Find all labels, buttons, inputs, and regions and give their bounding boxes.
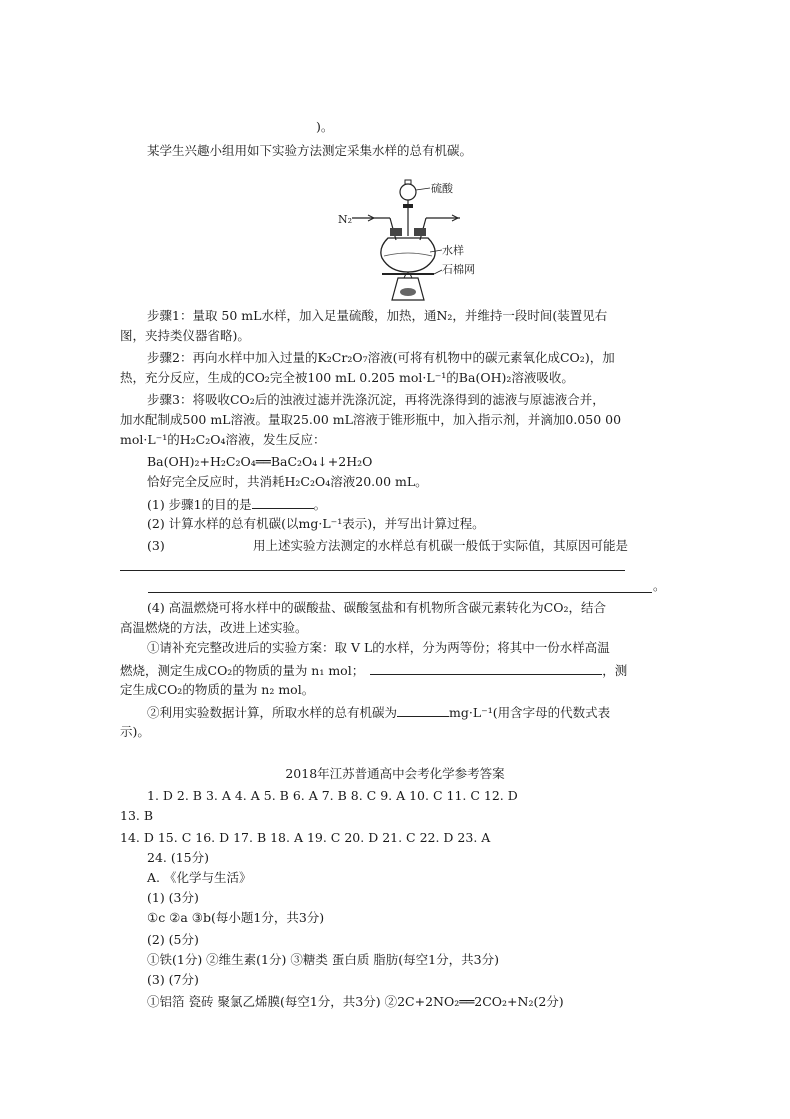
answers-line: 1. D 2. B 3. A 4. A 5. B 6. A 7. B 8. C 9. A 10. C 11. C 12. D — [147, 788, 518, 803]
step1-line2: 图，夹持类仪器省略)。 — [120, 328, 250, 343]
leader-line — [416, 188, 430, 190]
question-1: (1) 步骤1的目的是 。 — [147, 494, 326, 515]
reaction-equation: Ba(OH)₂+H₂C₂O₄══BaC₂O₄↓+2H₂O — [147, 454, 373, 469]
question-2: (2) 计算水样的总有机碳(以mg·L⁻¹表示)，并写出计算过程。 — [147, 516, 485, 531]
intro-text: 某学生兴趣小组用如下实验方法测定采集水样的总有机碳。 — [147, 143, 473, 158]
answer-blank[interactable] — [370, 660, 602, 675]
step2-line2: 热，充分反应，生成的CO₂完全被100 mL 0.205 mol·L⁻¹的Ba(OH)₂溶液吸收。 — [120, 370, 574, 385]
part1-text: 燃烧，测定生成CO₂的物质的量为 n₁ mol； — [120, 663, 365, 678]
answers-line: (2) (5分) — [147, 932, 199, 947]
answers-line: (3) (7分) — [147, 972, 199, 987]
step3-line1: 步骤3：将吸收CO₂后的浊液过滤并洗涤沉淀，再将洗涤得到的滤液与原滤液合并， — [147, 392, 605, 407]
leader-line — [430, 250, 442, 252]
stopper — [414, 228, 426, 236]
stopper — [390, 228, 402, 236]
question-4-part2-line1 — [147, 702, 610, 723]
apparatus-figure — [338, 178, 478, 303]
part2-end: mg·L⁻¹(用含字母的代数式表 — [449, 705, 611, 720]
question-4-part2-line2: 示)。 — [120, 724, 150, 739]
step1-line1: 步骤1：量取 50 mL水样，加入足量硫酸，加热，通N₂，并维持一段时间(装置见右 — [147, 308, 608, 323]
answers-line: A. 《化学与生活》 — [147, 870, 252, 885]
question-4-line1: (4) 高温燃烧可将水样中的碳酸盐、碳酸氢盐和有机物所含碳元素转化为CO₂，结合 — [147, 600, 607, 615]
step3-line2: 加水配制成500 mL溶液。量取25.00 mL溶液于锥形瓶中，加入指示剂，并滴加0.050 00 — [120, 412, 622, 427]
label-n2: N₂ — [338, 213, 353, 226]
step3-line3: mol·L⁻¹的H₂C₂O₄溶液，发生反应： — [120, 432, 326, 447]
answers-title: 2018年江苏普通高中会考化学参考答案 — [285, 766, 505, 781]
leader-line — [434, 270, 442, 274]
consumption-text: 恰好完全反应时，共消耗H₂C₂O₄溶液20.00 mL。 — [147, 474, 428, 489]
answer-line[interactable] — [120, 570, 625, 571]
answer-blank[interactable] — [397, 702, 449, 717]
answers-line: ①c ②a ③b(每小题1分，共3分) — [147, 910, 325, 925]
funnel-bulb — [400, 184, 416, 200]
question-4-part1-line3: 定生成CO₂的物质的量为 n₂ mol。 — [120, 682, 315, 697]
answer-blank[interactable] — [252, 494, 314, 509]
label-acid: 硫酸 — [431, 182, 453, 195]
question-3-text: 用上述实验方法测定的水样总有机碳一般低于实际值，其原因可能是 — [253, 538, 629, 553]
answers-line: 13. B — [120, 808, 154, 823]
label-sample: 水样 — [442, 244, 464, 257]
liquid-level — [384, 253, 432, 256]
label-mesh: 石棉网 — [442, 263, 475, 276]
answer-line[interactable] — [148, 592, 652, 593]
question-1-text: (1) 步骤1的目的是 — [147, 497, 252, 512]
answers-line: 24. (15分) — [147, 850, 210, 865]
funnel-stopper — [405, 180, 411, 184]
question-4-part1-line2 — [120, 660, 627, 681]
question-3-number: (3) — [147, 538, 165, 553]
part1-end: ，测 — [602, 663, 628, 678]
answers-line: 14. D 15. C 16. D 17. B 18. A 19. C 20. D 21. C 22. D 23. A — [120, 830, 491, 845]
text-line: )。 — [316, 119, 334, 134]
question-4-line2: 高温燃烧的方法，改进上述实验。 — [120, 620, 308, 635]
lamp-fuel — [400, 288, 416, 296]
period: 。 — [653, 578, 666, 593]
answers-line: ①铁(1分) ②维生素(1分) ③糖类 蛋白质 脂肪(每空1分，共3分) — [147, 952, 499, 967]
stopcock — [403, 204, 413, 208]
question-4-part1-line1: ①请补充完整改进后的实验方案：取 V L的水样，分为两等份；将其中一份水样高温 — [147, 640, 610, 655]
answers-line: (1) (3分) — [147, 890, 199, 905]
step2-line1: 步骤2：再向水样中加入过量的K₂Cr₂O₇溶液(可将有机物中的碳元素氧化成CO₂)，加 — [147, 350, 615, 365]
part2-text: ②利用实验数据计算，所取水样的总有机碳为 — [147, 705, 398, 720]
answers-line: ①铝箔 瓷砖 聚氯乙烯膜(每空1分，共3分) ②2C+2NO₂══2CO₂+N₂(2分) — [147, 994, 564, 1009]
